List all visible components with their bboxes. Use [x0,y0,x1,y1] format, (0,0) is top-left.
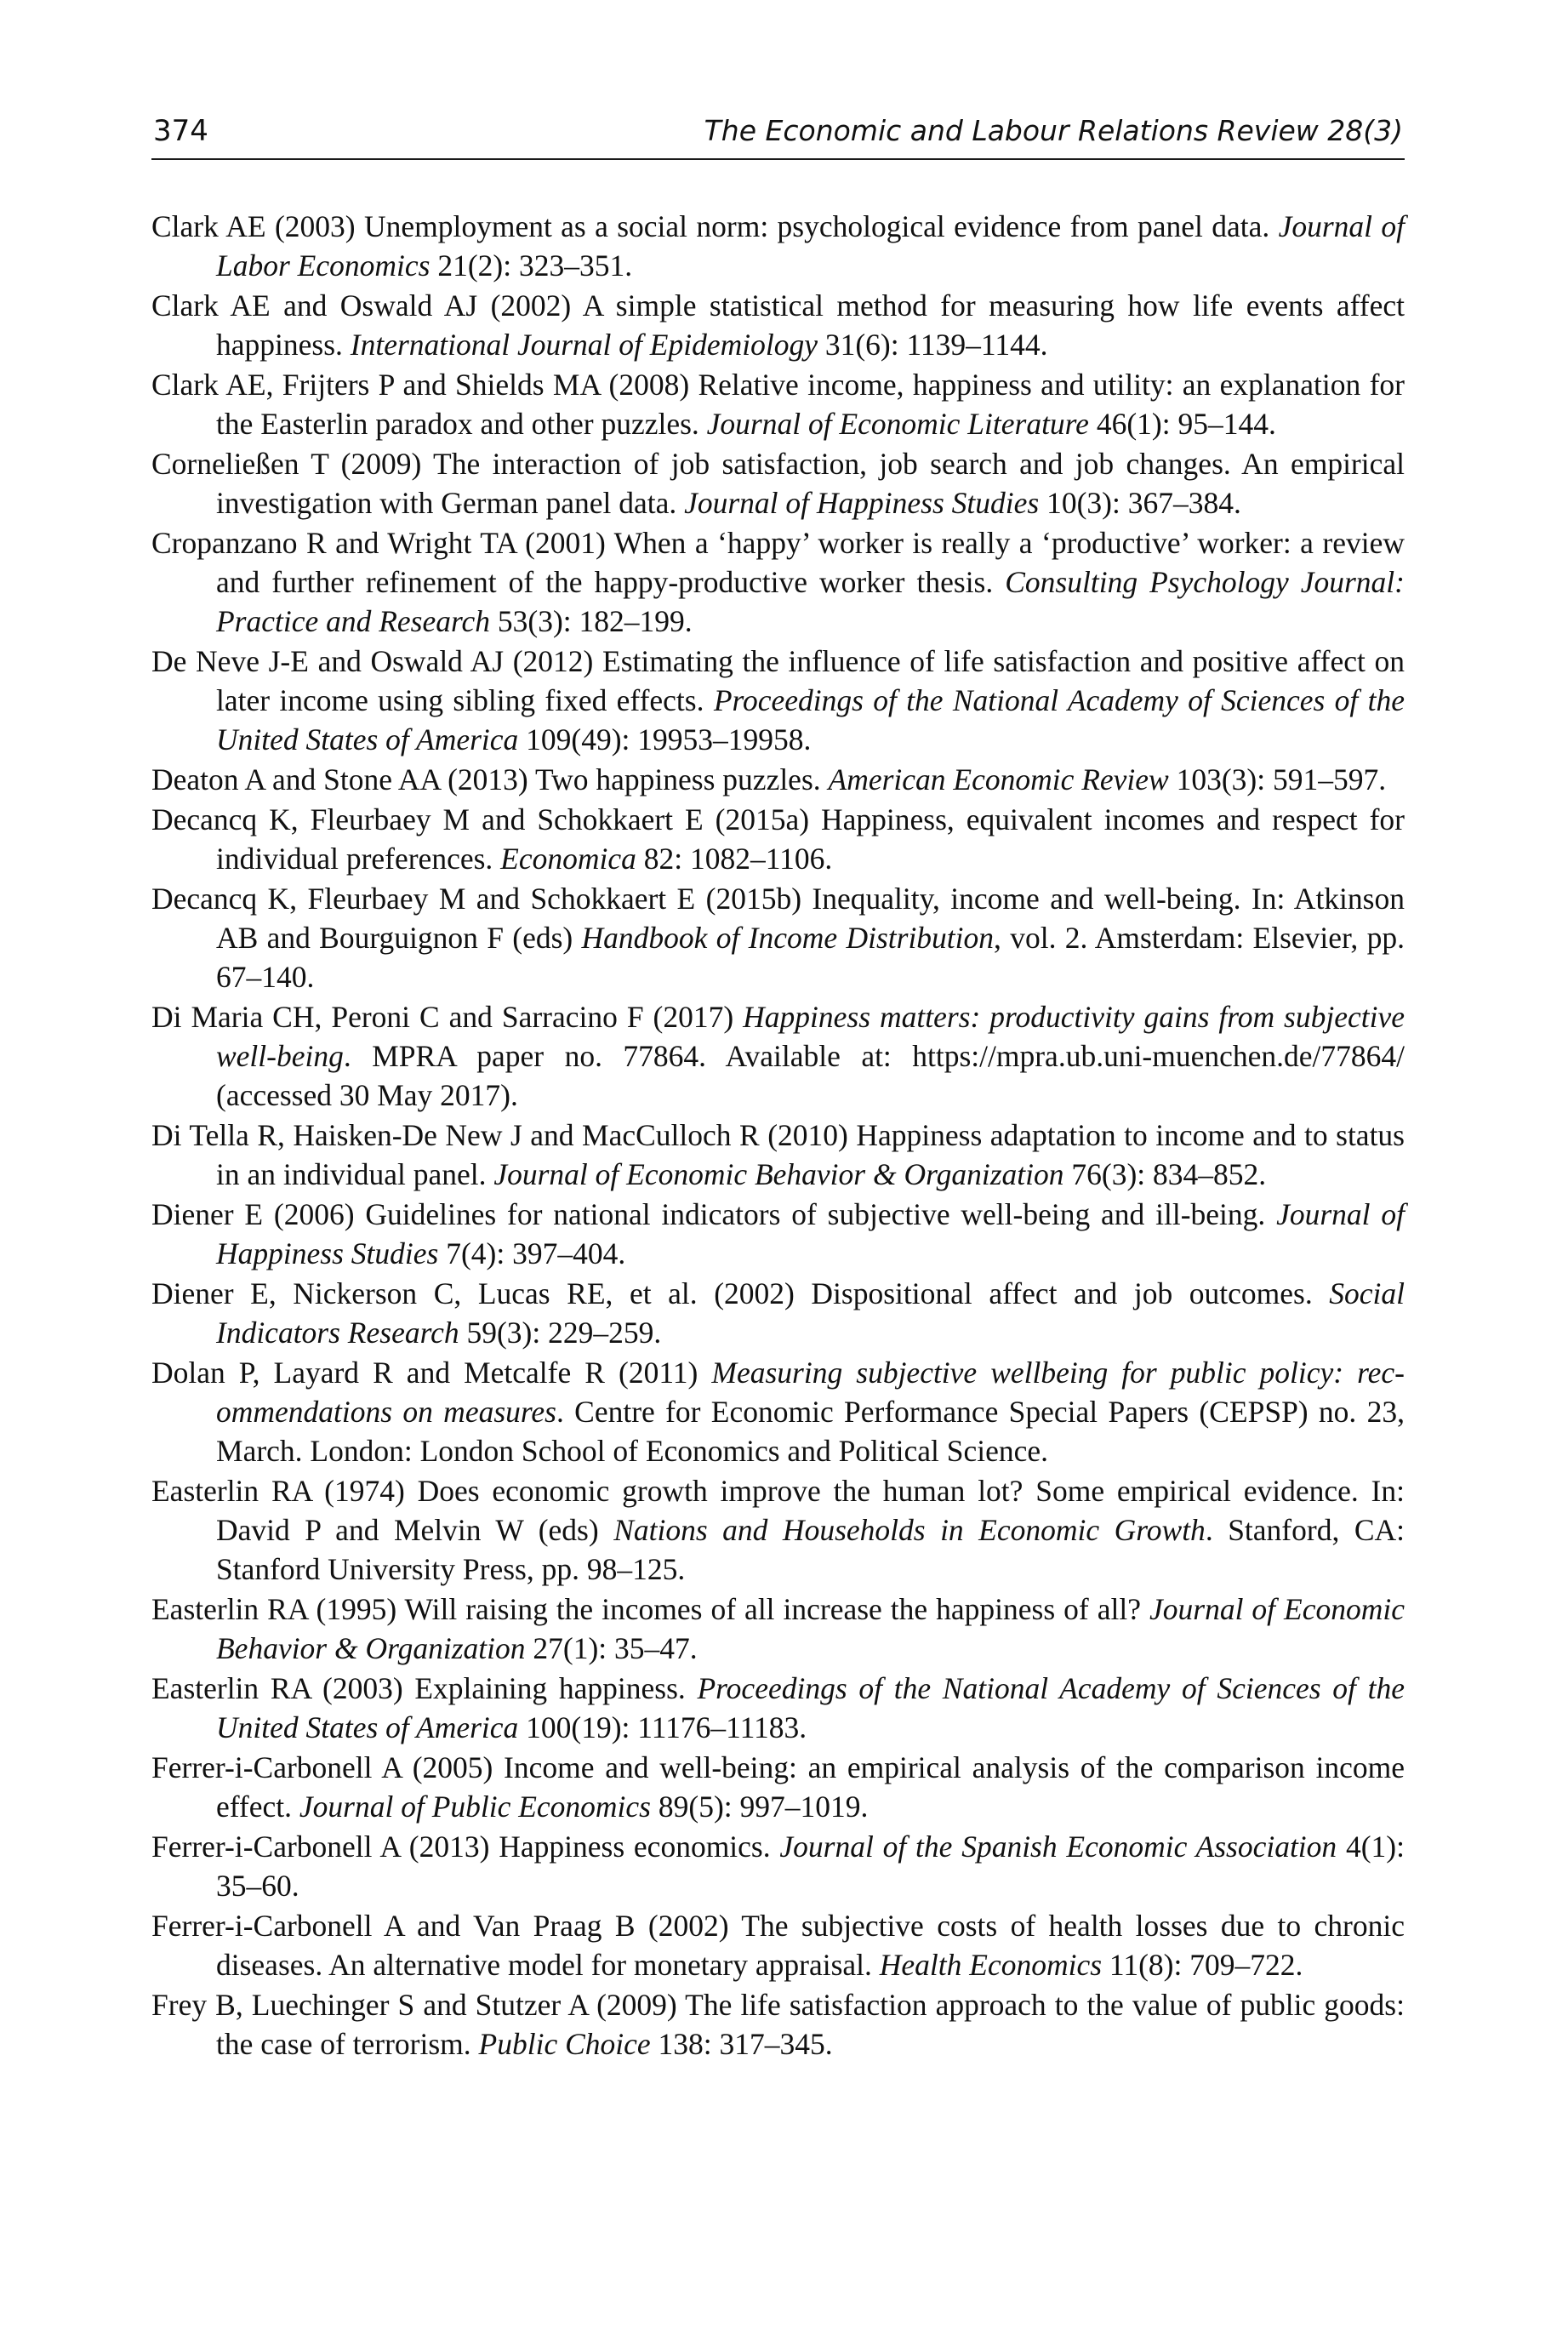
reference-text: Clark AE, Frijters P and Shields MA (2008) Relative income, happiness and utility: an explanation for the Easterlin paradox and other puzzles. [151,368,1405,441]
reference-details: 7(4): 397–404. [438,1236,626,1270]
reference-entry [151,642,1405,759]
reference-source-title: Proceedings of the National Academy of Sciences of the United States of America [216,683,1405,756]
reference-text: Dolan P, Layard R and Metcalfe R (2011) [151,1356,712,1390]
reference-source-title: Journal of Happiness Studies [216,1197,1405,1270]
reference-entry [151,760,1405,799]
reference-details: 76(3): 834–852. [1063,1157,1267,1191]
reference-source-title: Journal of Economic Behavior & Organization [216,1592,1405,1665]
reference-details: 53(3): 182–199. [490,604,693,638]
reference-text: Easterlin RA (1995) Will raising the incomes of all increase the happiness of all? [151,1592,1149,1626]
reference-details: 46(1): 95–144. [1088,407,1276,441]
reference-text: Clark AE and Oswald AJ (2002) A simple statistical method for measuring how life events affect happiness. [151,288,1405,362]
reference-text: Corneließen T (2009) The interaction of job satisfaction, job search and job changes. An empirical investigation with German panel data. [151,447,1405,520]
reference-source-title: International Journal of Epidemiology [350,328,818,362]
reference-source-title: Proceedings of the National Academy of Sciences of the United States of America [216,1671,1405,1744]
reference-details: 10(3): 367–384. [1039,486,1241,520]
reference-entry [151,1116,1405,1194]
reference-entry [151,997,1405,1115]
reference-entry [151,1195,1405,1273]
reference-entry [151,1985,1405,2064]
reference-details: 138: 317–345. [650,2027,833,2061]
reference-entry [151,1353,1405,1470]
reference-entry [151,207,1405,285]
reference-source-title: American Economic Review [828,762,1169,796]
reference-source-title: Economica [500,842,636,876]
reference-text: Decancq K, Fleurbaey M and Schokkaert E (2015a) Happiness, equivalent incomes and respect for individual preferences. [151,802,1405,876]
reference-source-title: Journal of Happiness Studies [684,486,1040,520]
reference-details: 100(19): 11176–11183. [518,1710,807,1744]
reference-source-title: Journal of Labor Economics [216,209,1405,283]
reference-text: Di Maria CH, Peroni C and Sarracino F (2017) [151,1000,744,1034]
reference-text: Deaton A and Stone AA (2013) Two happiness puzzles. [151,762,829,796]
reference-text: Ferrer-i-Carbonell A (2005) Income and well-being: an empirical analysis of the comparison income effect. [151,1750,1405,1824]
reference-entry [151,1748,1405,1826]
reference-details: 109(49): 19953–19958. [518,722,812,756]
reference-entry [151,1906,1405,1984]
reference-entry [151,523,1405,641]
reference-entry [151,1669,1405,1747]
reference-source-title: Health Economics [879,1948,1103,1982]
running-header [151,109,1405,160]
reference-entry [151,879,1405,996]
reference-text: Easterlin RA (2003) Explaining happiness. [151,1671,698,1705]
reference-source-title: Nations and Households in Economic Growth [613,1513,1206,1547]
reference-source-title: Journal of Economic Behavior & Organization [493,1157,1064,1191]
reference-source-title: Social Indicators Research [216,1276,1405,1350]
reference-text: Cropanzano R and Wright TA (2001) When a ‘happy’ worker is really a ‘productive’ worker: a review and further refinement of the happy-productive worker thesis. [151,526,1405,599]
reference-details: 31(6): 1139–1144. [817,328,1048,362]
reference-source-title: Measuring subjective wellbeing for public policy: recommendations on measures [216,1356,1405,1429]
reference-entry [151,800,1405,878]
reference-details: . Centre for Economic Performance Special Papers (CEPSP) no. 23, March. London: London School of Economics and Political Science. [216,1395,1405,1468]
reference-text: Diener E, Nickerson C, Lucas RE, et al. (2002) Dispositional affect and job outcomes. [151,1276,1330,1310]
reference-details: 59(3): 229–259. [459,1316,662,1350]
reference-entry [151,1827,1405,1905]
reference-text: Easterlin RA (1974) Does economic growth improve the human lot? Some empirical evidence. In: David P and Melvin W (eds) [151,1474,1405,1547]
reference-details: 82: 1082–1106. [636,842,833,876]
reference-text: Diener E (2006) Guidelines for national indicators of subjective well-being and ill-being. [151,1197,1277,1231]
reference-text: Frey B, Luechinger S and Stutzer A (2009) The life satisfaction approach to the value of public goods: the case of terrorism. [151,1988,1405,2061]
reference-details: 4(1): 35–60. [216,1830,1405,1903]
reference-text: Decancq K, Fleurbaey M and Schokkaert E (2015b) Inequality, income and well-being. In: Atkinson AB and Bourguignon F (eds) [151,882,1405,955]
page-number: 374 [153,114,208,148]
reference-text: Ferrer-i-Carbonell A (2013) Happiness economics. [151,1830,780,1864]
journal-title: The Economic and Labour Relations Review 28(3) [704,114,1403,147]
reference-source-title: Public Choice [478,2027,651,2061]
reference-details: 21(2): 323–351. [430,248,633,283]
reference-source-title: Happiness matters: productivity gains from subjective well-being [216,1000,1405,1073]
reference-source-title: Consulting Psychology Journal: Practice and Research [216,565,1405,638]
reference-details: 89(5): 997–1019. [651,1790,869,1824]
reference-details: , vol. 2. Amsterdam: Elsevier, pp. 67–140. [216,921,1405,994]
reference-source-title: Handbook of Income Distribution [581,921,995,955]
reference-details: 27(1): 35–47. [525,1631,698,1665]
reference-details: 103(3): 591–597. [1168,762,1387,796]
reference-text: Ferrer-i-Carbonell A and Van Praag B (2002) The subjective costs of health losses due to chronic diseases. An alternative model for monetary appraisal. [151,1909,1405,1982]
reference-entry [151,444,1405,522]
reference-details: . Stanford, CA: Stanford University Press, pp. 98–125. [216,1513,1405,1586]
reference-list [151,207,1405,2064]
reference-entry [151,1590,1405,1668]
reference-entry [151,365,1405,443]
reference-source-title: Journal of Economic Literature [706,407,1089,441]
reference-text: De Neve J-E and Oswald AJ (2012) Estimating the influence of life satisfaction and positive affect on later income using sibling fixed effects. [151,644,1405,717]
reference-details: . MPRA paper no. 77864. Available at: https://mpra.ub.uni-muenchen.​de/77864/ (accessed 30 May 2017). [216,1039,1405,1112]
reference-text: Clark AE (2003) Unemployment as a social norm: psychological evidence from panel data. [151,209,1279,243]
reference-details: 11(8): 709–722. [1102,1948,1303,1982]
reference-source-title: Journal of Public Economics [299,1790,651,1824]
reference-text: Di Tella R, Haisken-De New J and MacCulloch R (2010) Happiness adaptation to income and to status in an individual panel. [151,1118,1405,1191]
reference-entry [151,286,1405,364]
reference-entry [151,1274,1405,1352]
reference-source-title: Journal of the Spanish Economic Association [779,1830,1337,1864]
reference-entry [151,1471,1405,1589]
